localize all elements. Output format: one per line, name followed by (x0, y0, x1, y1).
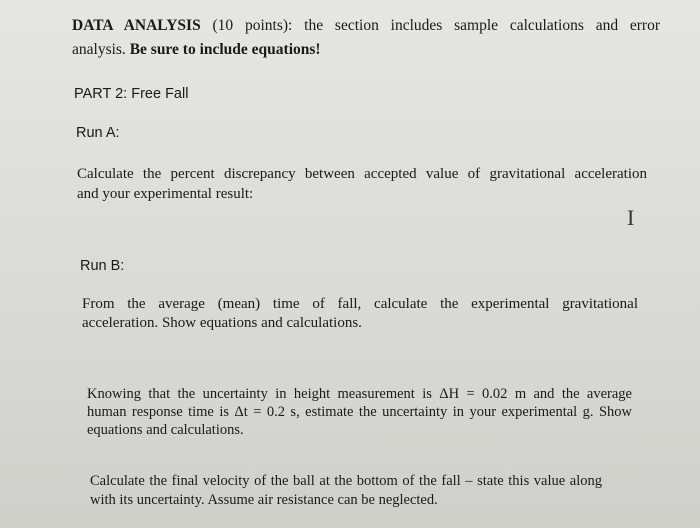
uncertainty-question (87, 385, 632, 439)
part-heading: PART 2: Free Fall (74, 86, 189, 102)
uncertainty-question-line3: equations and calculations. (87, 422, 244, 438)
run-b-question-line1: From the average (mean) time of fall, calculate the experimental gravitational (82, 296, 638, 312)
run-a-question (77, 164, 647, 204)
run-a-question-line2: and your experimental result: (77, 186, 254, 202)
text-cursor-icon: I (627, 205, 635, 230)
uncertainty-question-line1: Knowing that the uncertainty in height measurement is ΔH = 0.02 m and the average (87, 386, 632, 402)
run-b-question (82, 295, 638, 333)
run-b-label: Run B: (80, 258, 125, 274)
section-header (72, 14, 660, 62)
final-velocity-question-line2: with its uncertainty. Assume air resistance can be neglected. (90, 492, 438, 508)
final-velocity-question-line1: Calculate the final velocity of the ball at the bottom of the fall – state this value along (90, 473, 602, 489)
section-title-points: (10 points): the section includes sample calculations and error (200, 17, 661, 34)
run-b-question-line2: acceleration. Show equations and calculations. (82, 315, 362, 331)
uncertainty-question-line2: human response time is Δt = 0.2 s, estimate the uncertainty in your experimental g. Show (87, 404, 632, 420)
section-title: DATA ANALYSIS (72, 17, 201, 34)
section-subtitle: analysis. (72, 41, 130, 58)
final-velocity-question (90, 472, 602, 510)
run-a-label: Run A: (76, 125, 120, 141)
equations-reminder: Be sure to include equations! (129, 41, 321, 58)
run-a-question-line1: Calculate the percent discrepancy between accepted value of gravitational acceleration (77, 166, 647, 182)
